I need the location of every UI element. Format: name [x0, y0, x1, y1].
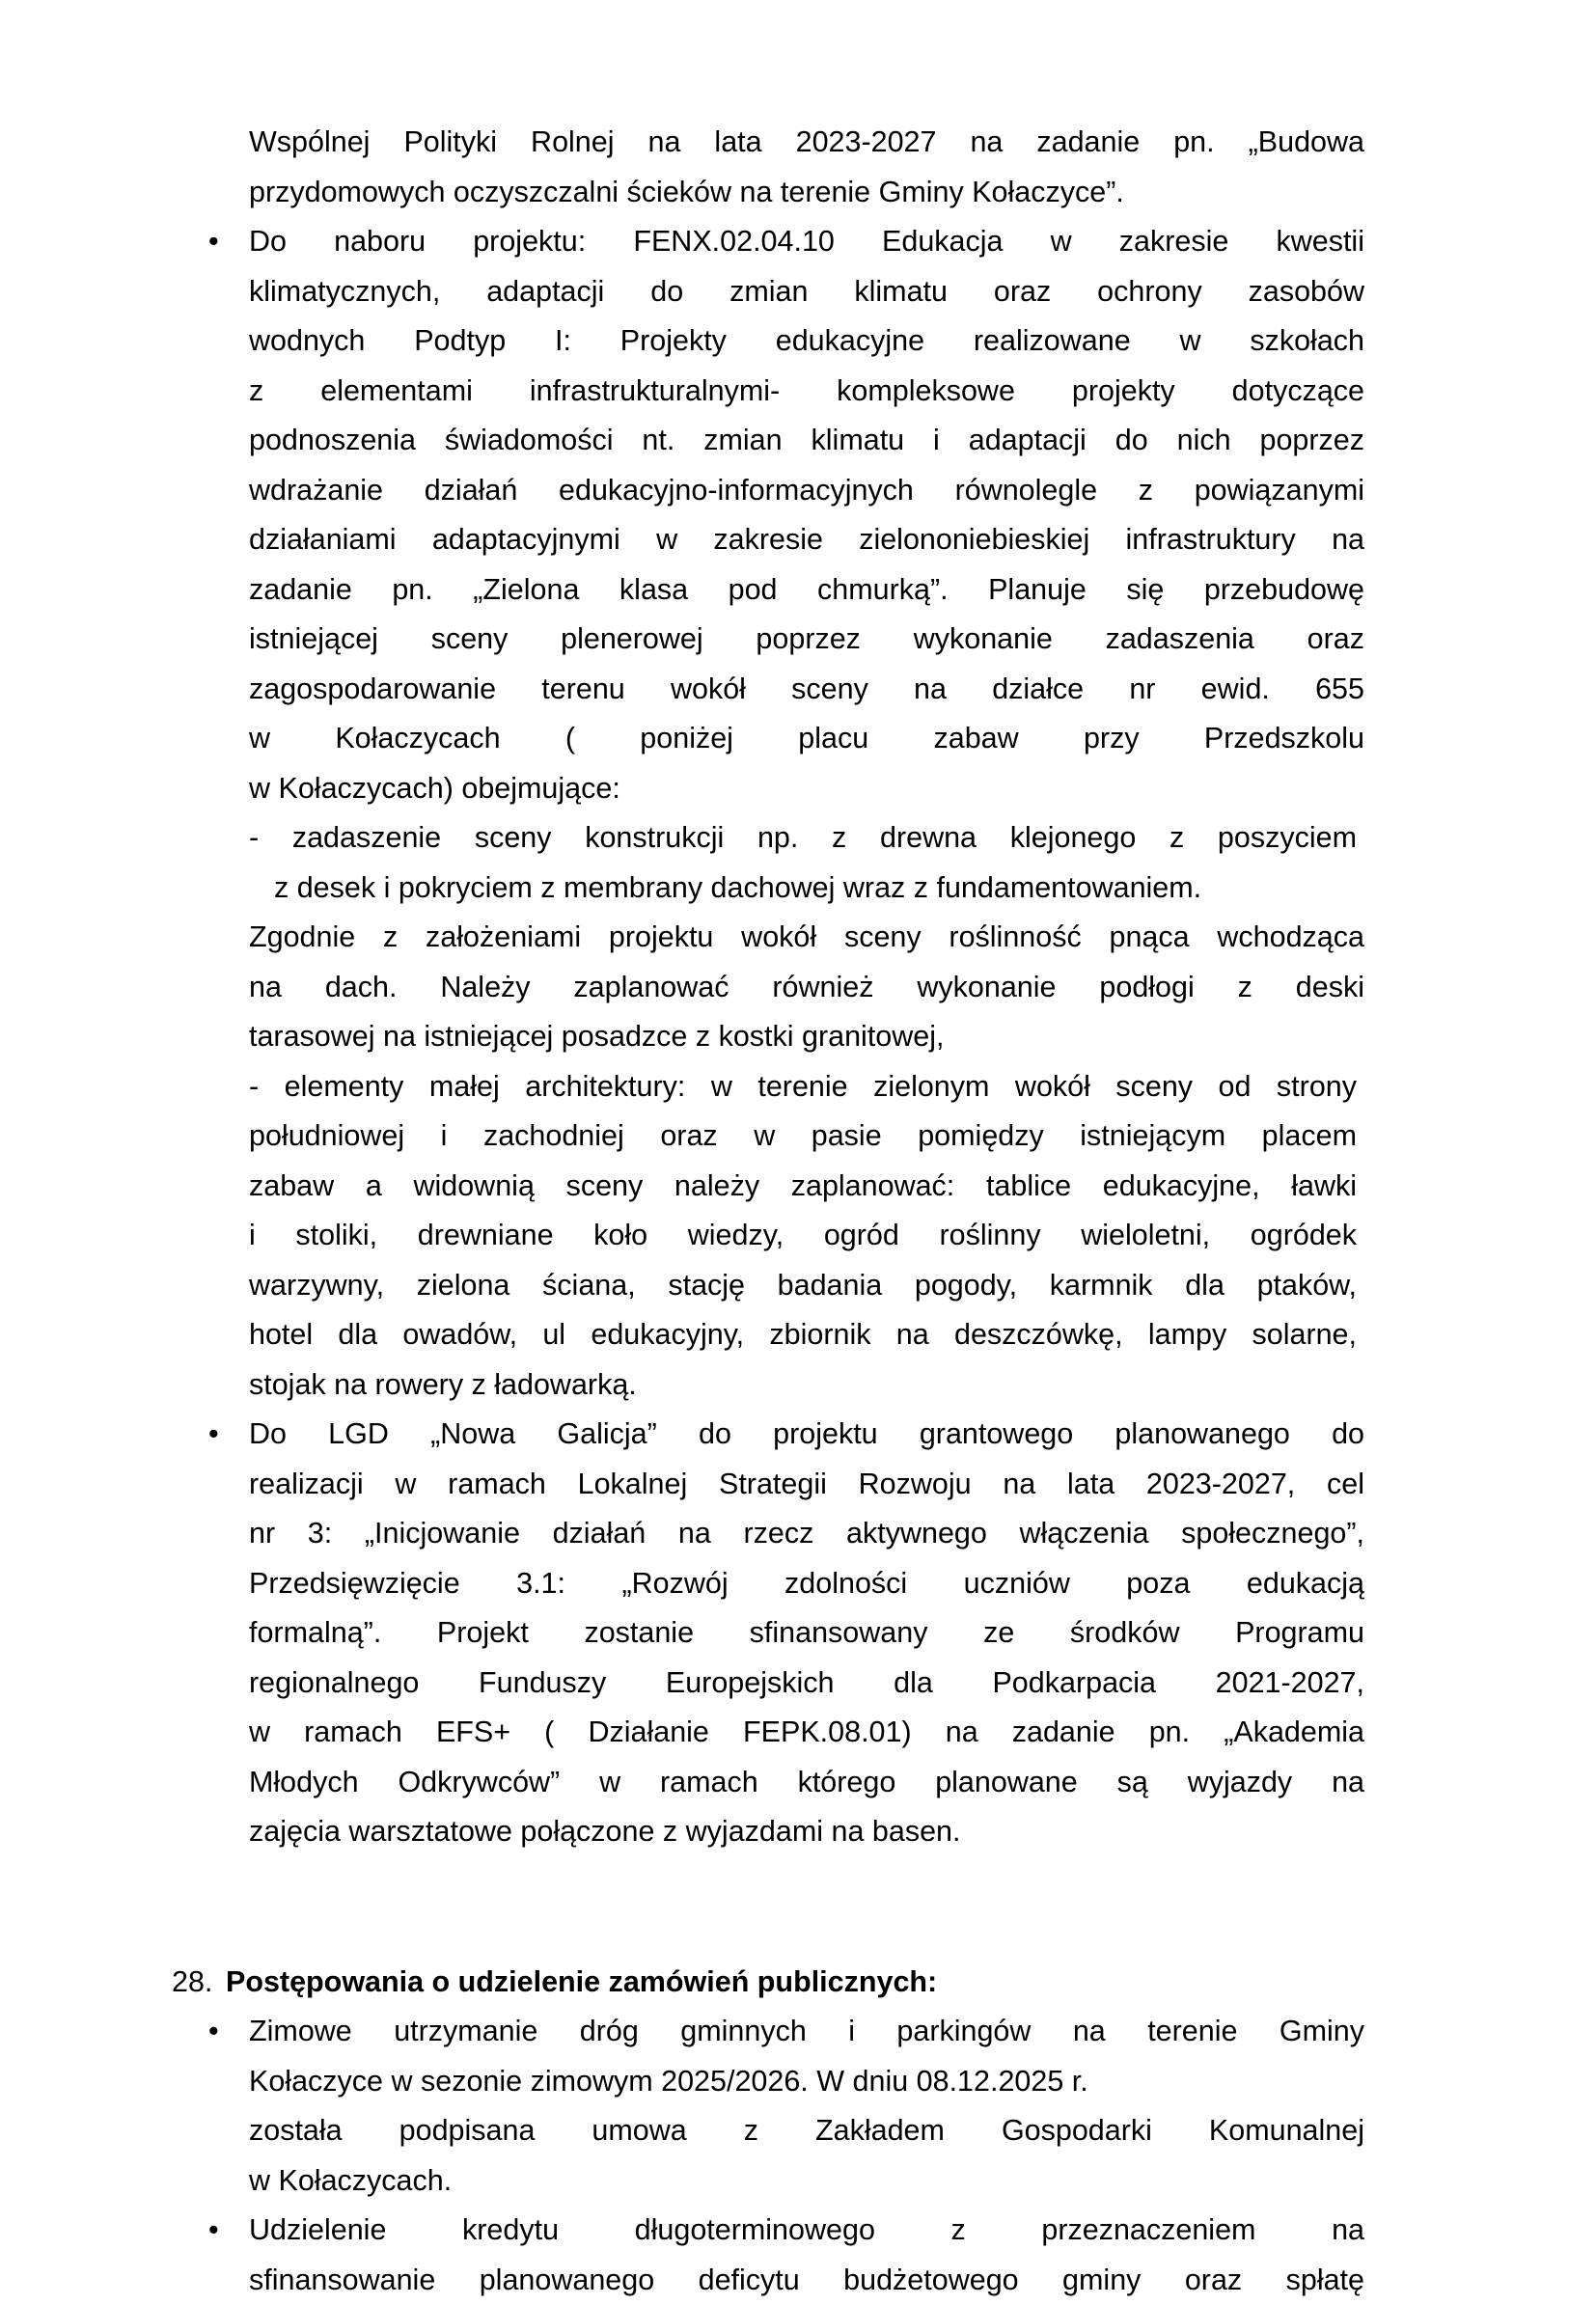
text-line: zabaw a widownią sceny należy zaplanować: tablice edukacyjne, ławki [249, 1162, 1357, 1212]
text-line: zajęcia warsztatowe połączone z wyjazdami na basen. [249, 1807, 1364, 1857]
text-line: w Kołaczycach. [249, 2156, 1364, 2207]
text-line: z desek i pokryciem z membrany dachowej wraz z fundamentowaniem. [249, 864, 1357, 914]
text-line: Wspólnej Polityki Rolnej na lata 2023-2027 na zadanie pn. „Budowa [249, 118, 1364, 168]
list-item-lgd-nowa-galicja [249, 1410, 1364, 1857]
text-line: - elementy małej architektury: w terenie zielonym wokół sceny od strony [249, 1062, 1357, 1112]
text-line: wodnych Podtyp I: Projekty edukacyjne realizowane w szkołach [249, 316, 1364, 367]
text-line: na dach. Należy zaplanować również wykonanie podłogi z deski [249, 963, 1364, 1013]
paragraph-zgodnie [249, 913, 1364, 1062]
text-line: działaniami adaptacyjnymi w zakresie zielononiebieskiej infrastruktury na [249, 515, 1364, 565]
text-line: podnoszenia świadomości nt. zmian klimatu i adaptacji do nich poprzez [249, 416, 1364, 466]
text-line: i stoliki, drewniane koło wiedzy, ogród roślinny wieloletni, ogródek [249, 1211, 1357, 1261]
text-line: regionalnego Funduszy Europejskich dla Podkarpacia 2021-2027, [249, 1659, 1364, 1709]
text-line: południowej i zachodniej oraz w pasie pomiędzy istniejącym placem [249, 1111, 1357, 1162]
text-line: w ramach EFS+ ( Działanie FEPK.08.01) na zadanie pn. „Akademia [249, 1708, 1364, 1758]
section-number: 28. [172, 1958, 226, 2008]
bullet-icon: • [208, 217, 232, 267]
document-body [172, 118, 1426, 2305]
text-line: przydomowych oczyszczalni ścieków na terenie Gminy Kołaczyce”. [249, 168, 1364, 218]
bullet-icon: • [208, 1410, 232, 1460]
text-line: hotel dla owadów, ul edukacyjny, zbiornik na deszczówkę, lampy solarne, [249, 1310, 1357, 1360]
sub-item-zadaszenie [249, 813, 1357, 913]
section-title: Postępowania o udzielenie zamówień publicznych: [226, 1965, 937, 1998]
list-item-fenx-project [249, 217, 1364, 813]
text-line: realizacji w ramach Lokalnej Strategii Rozwoju na lata 2023-2027, cel [249, 1460, 1364, 1510]
text-line: Przedsięwzięcie 3.1: „Rozwój zdolności uczniów poza edukacją [249, 1559, 1364, 1609]
text-line: formalną”. Projekt zostanie sfinansowany ze środków Programu [249, 1608, 1364, 1659]
paragraph-continuation-top [249, 118, 1364, 217]
list-item-zimowe-utrzymanie [249, 2007, 1364, 2206]
section-heading-28 [172, 1958, 1426, 2008]
text-line: Kołaczyce w sezonie zimowym 2025/2026. W dniu 08.12.2025 r. [249, 2057, 1364, 2107]
text-line: Zimowe utrzymanie dróg gminnych i parkingów na terenie Gminy [249, 2007, 1364, 2057]
text-line: klimatycznych, adaptacji do zmian klimatu oraz ochrony zasobów [249, 267, 1364, 317]
text-line: Młodych Odkrywców” w ramach którego planowane są wyjazdy na [249, 1758, 1364, 1808]
text-line: w Kołaczycach ( poniżej placu zabaw przy Przedszkolu [249, 714, 1364, 764]
text-line: wdrażanie działań edukacyjno-informacyjnych równolegle z powiązanymi [249, 466, 1364, 516]
text-line: zadanie pn. „Zielona klasa pod chmurką”. Planuje się przebudowę [249, 565, 1364, 616]
text-line: została podpisana umowa z Zakładem Gospodarki Komunalnej [249, 2106, 1364, 2156]
text-line: Do naboru projektu: FENX.02.04.10 Edukacja w zakresie kwestii [249, 217, 1364, 267]
text-line: z elementami infrastrukturalnymi- kompleksowe projekty dotyczące [249, 367, 1364, 417]
text-line: w Kołaczycach) obejmujące: [249, 764, 1364, 814]
text-line: nr 3: „Inicjowanie działań na rzecz aktywnego włączenia społecznego”, [249, 1509, 1364, 1559]
section-spacer [172, 1857, 1426, 1958]
text-line: Zgodnie z założeniami projektu wokół sceny roślinność pnąca wchodząca [249, 913, 1364, 963]
text-line: sfinansowanie planowanego deficytu budżetowego gminy oraz spłatę [249, 2256, 1364, 2305]
text-line: stojak na rowery z ładowarką. [249, 1360, 1357, 1411]
text-line: Do LGD „Nowa Galicja” do projektu grantowego planowanego do [249, 1410, 1364, 1460]
sub-item-elementy-malej-architektury [249, 1062, 1357, 1411]
text-line: - zadaszenie sceny konstrukcji np. z drewna klejonego z poszyciem [249, 813, 1357, 864]
bullet-icon: • [208, 2206, 232, 2256]
text-line: zagospodarowanie terenu wokół sceny na działce nr ewid. 655 [249, 665, 1364, 715]
text-line: tarasowej na istniejącej posadzce z kostki granitowej, [249, 1012, 1364, 1062]
bullet-icon: • [208, 2007, 232, 2057]
text-line: Udzielenie kredytu długoterminowego z przeznaczeniem na [249, 2206, 1364, 2256]
text-line: warzywny, zielona ściana, stację badania pogody, karmnik dla ptaków, [249, 1261, 1357, 1311]
text-line: istniejącej sceny plenerowej poprzez wykonanie zadaszenia oraz [249, 615, 1364, 665]
list-item-udzielenie-kredytu [249, 2206, 1364, 2305]
